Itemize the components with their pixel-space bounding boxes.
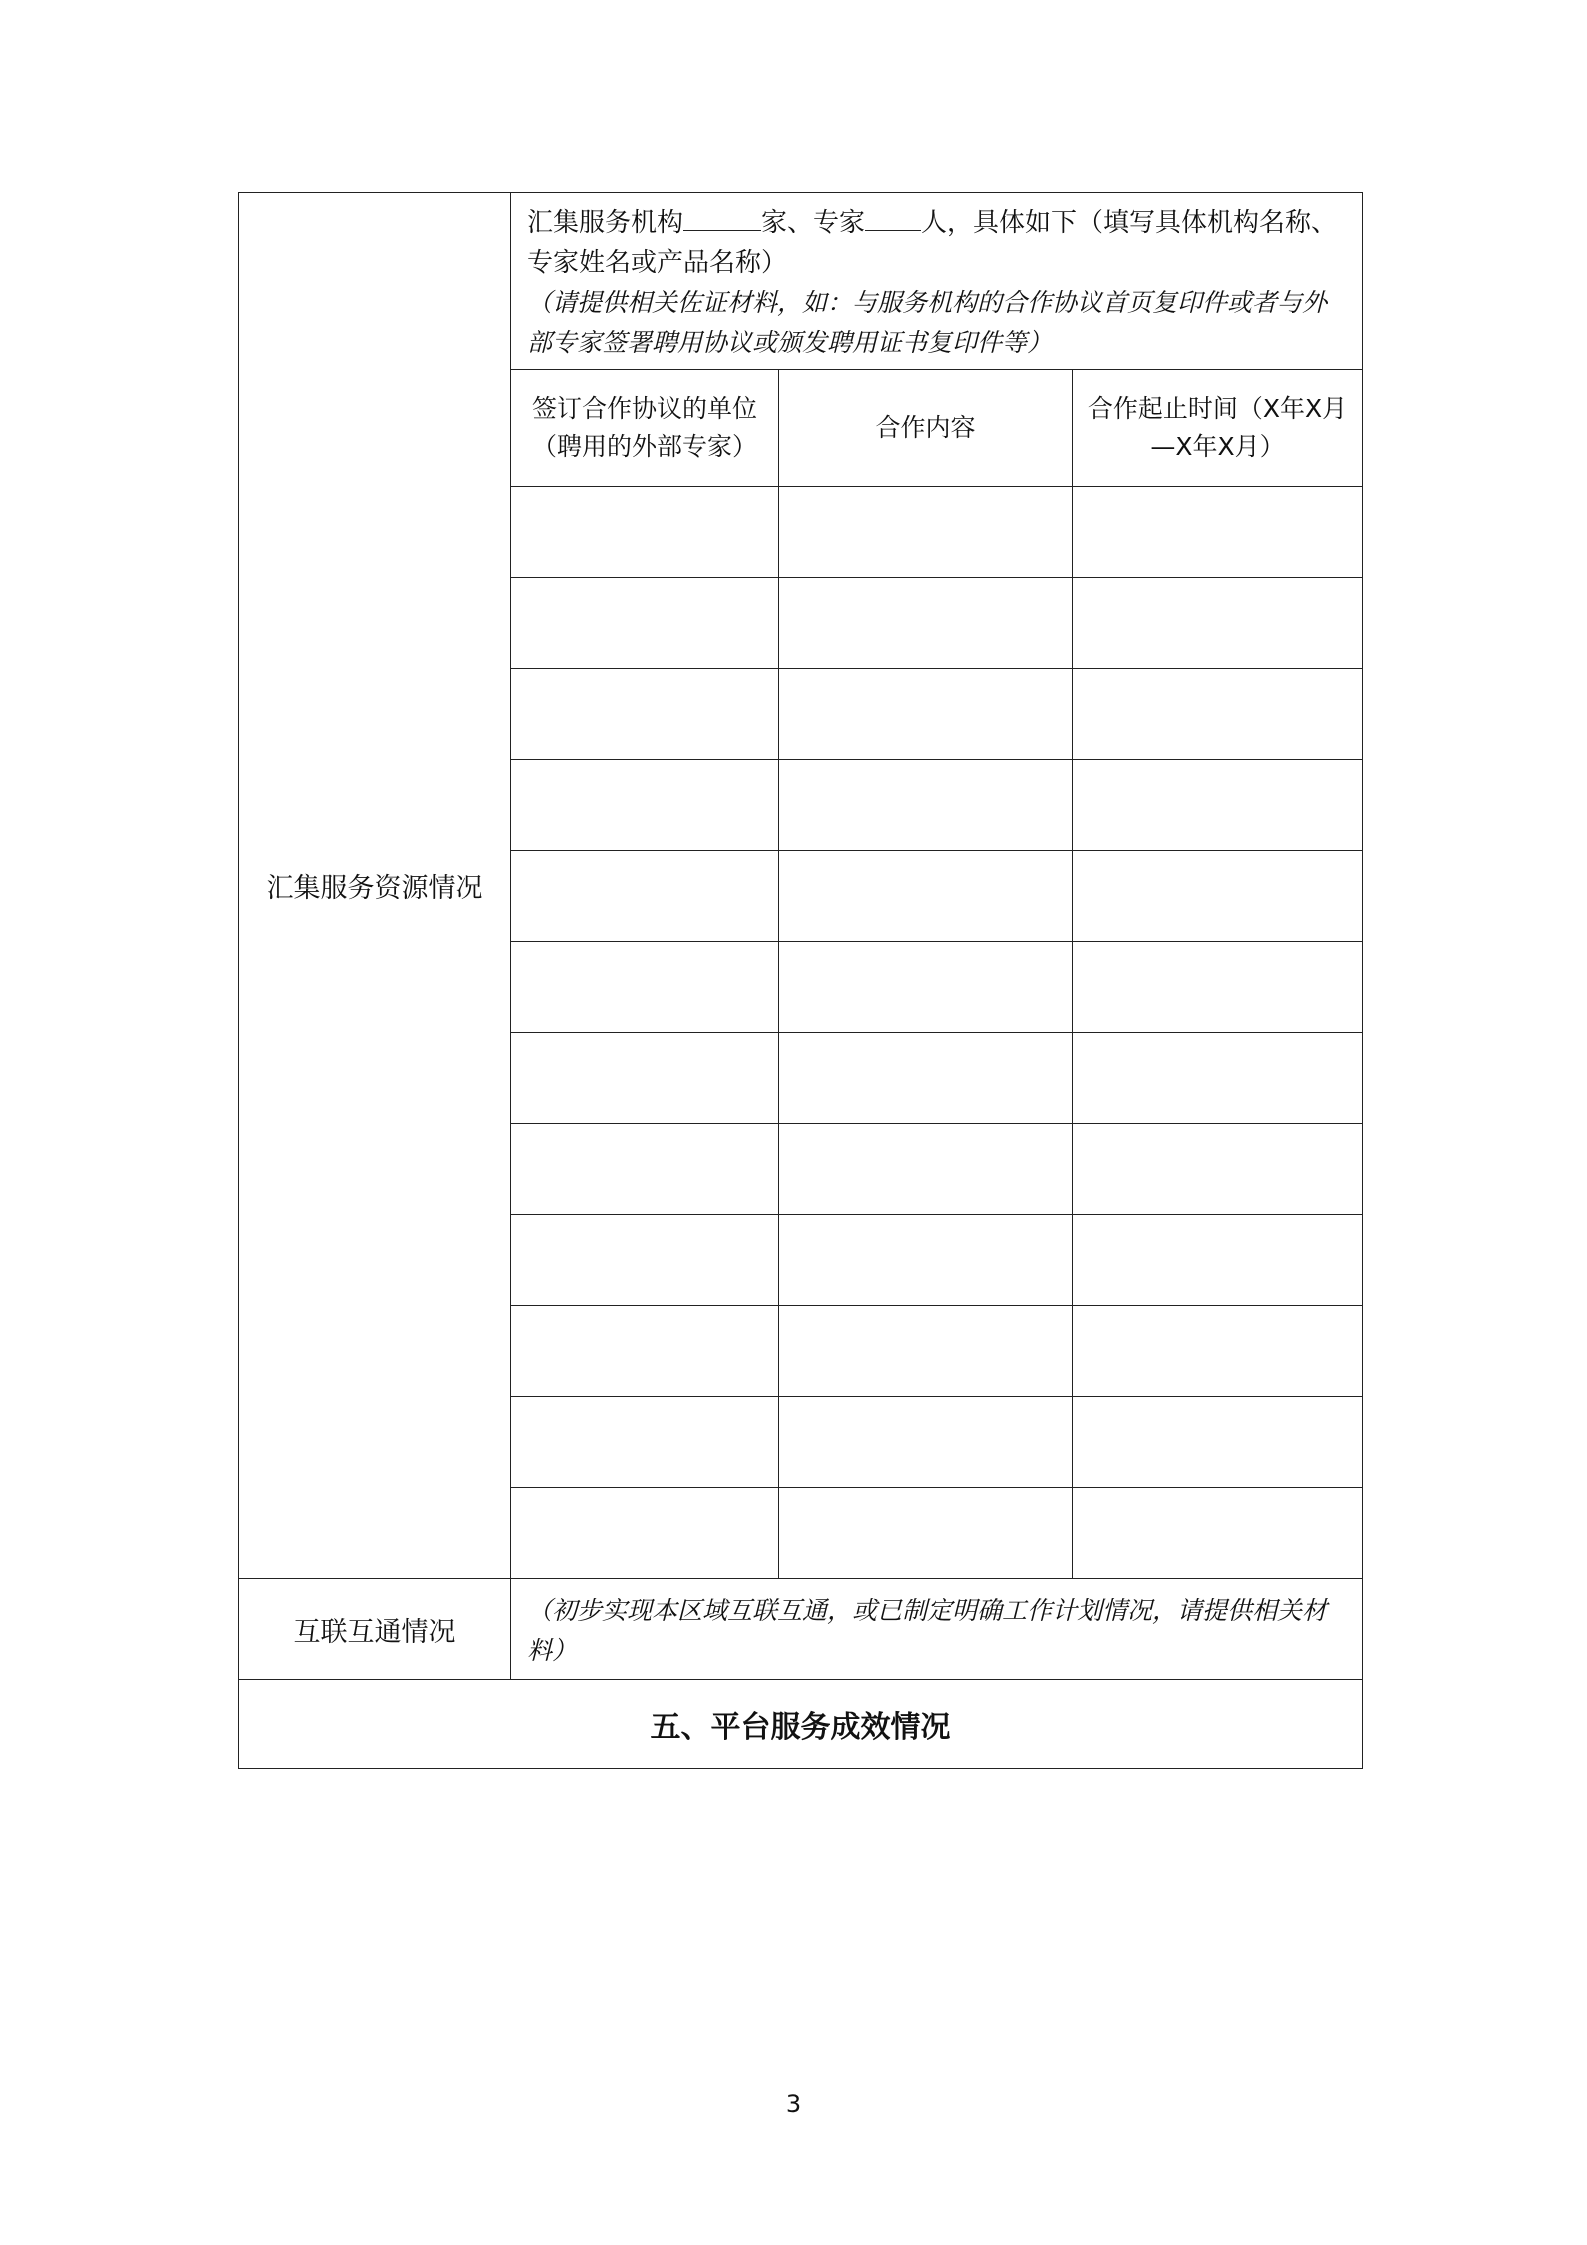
experts-count-blank[interactable] [865,204,921,231]
header-cooperation-period: 合作起止时间（X年X月—X年X月） [1073,370,1363,487]
section-title: 五、平台服务成效情况 [239,1680,1363,1769]
partner-unit-cell[interactable] [511,1033,779,1124]
cooperation-period-cell[interactable] [1073,1488,1363,1579]
cooperation-content-cell[interactable] [779,1488,1073,1579]
cooperation-period-cell[interactable] [1073,487,1363,578]
page-number: 3 [785,2090,802,2118]
cooperation-period-cell[interactable] [1073,760,1363,851]
cooperation-content-cell[interactable] [779,760,1073,851]
partner-unit-cell[interactable] [511,1306,779,1397]
partner-unit-cell[interactable] [511,487,779,578]
partner-unit-cell[interactable] [511,1124,779,1215]
resources-intro [511,193,1363,370]
institutions-count-blank[interactable] [683,204,761,231]
intro-text-1: 汇集服务机构 [527,208,684,238]
cooperation-content-cell[interactable] [779,1397,1073,1488]
cooperation-period-cell[interactable] [1073,1397,1363,1488]
cooperation-content-cell[interactable] [779,1306,1073,1397]
cooperation-period-cell[interactable] [1073,1124,1363,1215]
application-form-table [238,192,1363,1769]
interconnect-cell[interactable] [511,1579,1363,1680]
cooperation-period-cell[interactable] [1073,1306,1363,1397]
cooperation-content-cell[interactable] [779,1124,1073,1215]
cooperation-period-cell[interactable] [1073,942,1363,1033]
cooperation-content-cell[interactable] [779,851,1073,942]
header-cooperation-content: 合作内容 [779,370,1073,487]
intro-text-2: 家、专家 [761,208,866,238]
partner-unit-cell[interactable] [511,1397,779,1488]
partner-unit-cell[interactable] [511,578,779,669]
interconnect-note: （初步实现本区域互联互通，或已制定明确工作计划情况，请提供相关材料） [527,1596,1328,1665]
partner-unit-cell[interactable] [511,851,779,942]
cooperation-period-cell[interactable] [1073,1215,1363,1306]
partner-unit-cell[interactable] [511,1215,779,1306]
resources-evidence-note: （请提供相关佐证材料，如：与服务机构的合作协议首页复印件或者与外部专家签署聘用协议或颁发聘用证书复印件等） [527,288,1328,357]
header-partner-unit: 签订合作协议的单位（聘用的外部专家） [511,370,779,487]
cooperation-period-cell[interactable] [1073,1033,1363,1124]
partner-unit-cell[interactable] [511,760,779,851]
partner-unit-cell[interactable] [511,1488,779,1579]
cooperation-content-cell[interactable] [779,487,1073,578]
cooperation-content-cell[interactable] [779,669,1073,760]
resources-label: 汇集服务资源情况 [239,193,511,1579]
cooperation-period-cell[interactable] [1073,669,1363,760]
interconnect-label: 互联互通情况 [239,1579,511,1680]
cooperation-content-cell[interactable] [779,942,1073,1033]
partner-unit-cell[interactable] [511,669,779,760]
cooperation-content-cell[interactable] [779,578,1073,669]
cooperation-period-cell[interactable] [1073,578,1363,669]
cooperation-content-cell[interactable] [779,1215,1073,1306]
intro-text-3: 人，具体如下（填写具体机构名称、专家姓名或产品名称） [527,208,1338,278]
partner-unit-cell[interactable] [511,942,779,1033]
cooperation-content-cell[interactable] [779,1033,1073,1124]
cooperation-period-cell[interactable] [1073,851,1363,942]
